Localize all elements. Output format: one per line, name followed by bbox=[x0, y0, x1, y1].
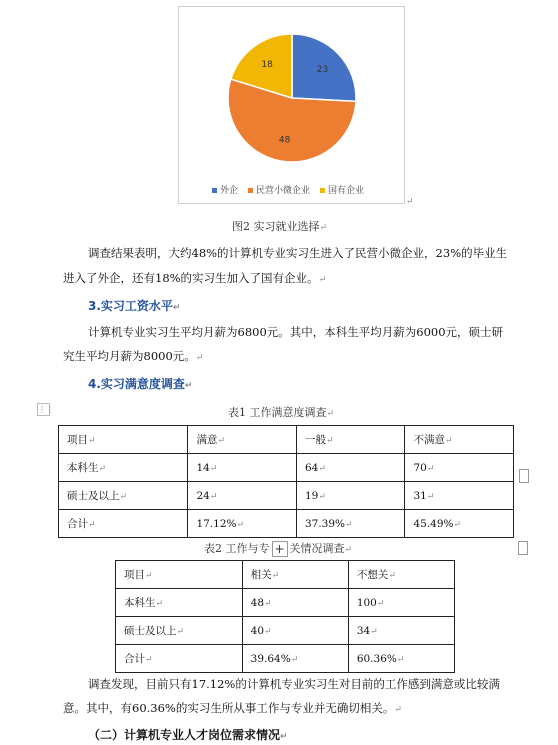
cell-mark: ↵ bbox=[325, 436, 334, 446]
cell-text: 不满意 bbox=[413, 434, 445, 446]
paragraph-mark: ↵ bbox=[406, 197, 414, 207]
figure-caption bbox=[232, 218, 327, 234]
paragraph-mark: ↵ bbox=[344, 545, 353, 555]
pie-chart-frame bbox=[178, 6, 405, 204]
cell-mark: ↵ bbox=[370, 626, 378, 637]
paragraph-mark: ↵ bbox=[280, 732, 288, 742]
table2-caption-left: 表2 工作与专 bbox=[204, 542, 270, 555]
cell-text: 100 bbox=[356, 596, 377, 609]
paragraph-line bbox=[63, 345, 203, 369]
table1-caption bbox=[228, 404, 334, 420]
table-cell[interactable] bbox=[405, 482, 514, 510]
paragraph-mark: ↵ bbox=[318, 275, 327, 285]
cell-mark: ↵ bbox=[318, 463, 326, 474]
table-cell[interactable] bbox=[348, 645, 454, 673]
cell-mark: ↵ bbox=[426, 463, 435, 474]
legend-item bbox=[320, 183, 364, 196]
table-cell[interactable] bbox=[296, 482, 405, 510]
cell-mark: ↵ bbox=[271, 571, 280, 581]
satisfaction-table bbox=[58, 425, 514, 538]
legend-label: 外企 bbox=[220, 186, 239, 196]
cell-mark: ↵ bbox=[264, 598, 272, 609]
cell-mark: ↵ bbox=[444, 436, 453, 446]
table-cell[interactable] bbox=[348, 589, 454, 617]
cell-mark: ↵ bbox=[209, 463, 218, 474]
section-heading bbox=[88, 297, 180, 314]
cell-text: 17.12% bbox=[196, 517, 237, 530]
table-resize-handle[interactable] bbox=[519, 469, 529, 483]
paragraph-text: 意。其中，有60.36%的实习生所从事工作与专业并无确切相关。 bbox=[63, 701, 395, 715]
paragraph-mark: ↵ bbox=[172, 303, 181, 313]
table-cell[interactable] bbox=[405, 454, 514, 482]
cell-mark: ↵ bbox=[209, 491, 218, 502]
paragraph-line bbox=[63, 697, 402, 721]
paragraph-text: 究生平均月薪为8000元。 bbox=[63, 349, 196, 363]
cell-text: 合计 bbox=[67, 518, 88, 530]
cell-text: 合计 bbox=[124, 653, 145, 665]
legend-item bbox=[212, 183, 238, 196]
cell-text: 硕士及以上 bbox=[124, 625, 177, 637]
cell-mark: ↵ bbox=[98, 464, 107, 474]
table-resize-handle[interactable] bbox=[518, 541, 528, 555]
cell-text: 70 bbox=[413, 461, 427, 474]
cell-text: 一般 bbox=[304, 434, 326, 446]
table-row bbox=[116, 617, 455, 645]
legend-item bbox=[248, 183, 310, 196]
cell-text: 31 bbox=[413, 489, 427, 502]
cell-text: 39.64% bbox=[250, 652, 291, 665]
table2-caption-right: 关情况调查 bbox=[289, 542, 345, 555]
table-row bbox=[59, 510, 514, 538]
cell-mark: ↵ bbox=[155, 599, 164, 609]
cell-text: 不想关 bbox=[356, 569, 389, 581]
section-heading bbox=[88, 726, 288, 743]
cell-text: 满意 bbox=[196, 434, 218, 446]
table-cell[interactable] bbox=[242, 617, 348, 645]
cell-mark: ↵ bbox=[145, 571, 153, 581]
pie-data-label-2: 18 bbox=[261, 60, 273, 71]
cell-mark: ↵ bbox=[119, 492, 128, 502]
cell-text: 34 bbox=[356, 624, 371, 637]
table-cell[interactable] bbox=[188, 510, 297, 538]
table2-caption bbox=[204, 540, 352, 557]
cell-text: 48 bbox=[250, 596, 265, 609]
cell-mark: ↵ bbox=[426, 491, 435, 502]
relevance-table bbox=[115, 560, 455, 673]
cell-text: 60.36% bbox=[356, 652, 397, 665]
table-cell[interactable] bbox=[188, 482, 297, 510]
cell-text: 45.49% bbox=[413, 517, 454, 530]
table-header-row bbox=[59, 426, 514, 454]
paragraph-mark: ↵ bbox=[195, 353, 204, 363]
table-row bbox=[59, 482, 514, 510]
table-cell[interactable] bbox=[348, 617, 454, 645]
table-cell[interactable] bbox=[59, 426, 188, 454]
section-heading bbox=[88, 375, 192, 392]
pie-chart bbox=[179, 7, 404, 203]
table-cell[interactable] bbox=[188, 426, 297, 454]
table-cell[interactable] bbox=[188, 454, 297, 482]
cell-mark: ↵ bbox=[176, 627, 185, 637]
cell-mark: ↵ bbox=[318, 491, 326, 502]
pie-data-label-0: 23 bbox=[316, 65, 329, 76]
table-cell[interactable] bbox=[348, 561, 454, 589]
table-cell[interactable] bbox=[116, 561, 243, 589]
table-cell[interactable] bbox=[296, 510, 405, 538]
heading-text: 3.实习工资水平 bbox=[88, 299, 173, 313]
table-cell[interactable] bbox=[296, 454, 405, 482]
table-cell[interactable] bbox=[59, 454, 188, 482]
cell-text: 19 bbox=[304, 489, 319, 502]
cell-text: 24 bbox=[196, 489, 210, 502]
legend-label: 国有企业 bbox=[328, 186, 365, 196]
cell-mark: ↵ bbox=[217, 436, 225, 446]
cell-mark: ↵ bbox=[88, 520, 96, 530]
paragraph-mark: ↵ bbox=[394, 705, 402, 715]
table1-caption-text: 表1 工作满意度调查 bbox=[228, 406, 327, 419]
cell-mark: ↵ bbox=[396, 654, 405, 665]
insert-row-plus-icon[interactable]: + bbox=[272, 541, 288, 557]
cell-text: 硕士及以上 bbox=[67, 490, 120, 502]
cell-mark: ↵ bbox=[376, 598, 385, 609]
cell-mark: ↵ bbox=[236, 519, 245, 530]
cell-text: 37.39% bbox=[304, 517, 345, 530]
legend-swatch bbox=[248, 188, 253, 193]
table-cell[interactable] bbox=[59, 510, 188, 538]
table-cell[interactable] bbox=[405, 510, 514, 538]
table-header-row bbox=[116, 561, 455, 589]
cell-text: 项目 bbox=[67, 434, 88, 446]
cell-mark: ↵ bbox=[345, 519, 353, 530]
table-cell[interactable] bbox=[242, 645, 348, 673]
cell-mark: ↵ bbox=[388, 571, 396, 581]
table-row bbox=[116, 589, 455, 617]
paragraph-line: 调查结果表明，大约48%的计算机专业实习生进入了民营小微企业，23%的毕业生 bbox=[88, 246, 508, 260]
paragraph-line: 计算机专业实习生平均月薪为6800元。其中，本科生平均月薪为6000元，硕士研 bbox=[88, 325, 504, 339]
cell-mark: ↵ bbox=[264, 626, 272, 637]
table-cell[interactable] bbox=[242, 589, 348, 617]
cell-mark: ↵ bbox=[453, 519, 462, 530]
cell-mark: ↵ bbox=[88, 436, 96, 446]
paragraph-text: 进入了外企，还有18%的实习生加入了国有企业。 bbox=[63, 271, 319, 285]
pie-data-label-1: 48 bbox=[278, 135, 291, 146]
paragraph-mark: ↵ bbox=[319, 223, 328, 233]
table-cell[interactable] bbox=[242, 561, 348, 589]
legend-swatch bbox=[212, 188, 217, 193]
table-cell[interactable] bbox=[405, 426, 514, 454]
cell-text: 14 bbox=[196, 461, 210, 474]
figure-caption-text: 图2 实习就业选择 bbox=[232, 220, 320, 233]
table-cell[interactable] bbox=[59, 482, 188, 510]
chart-legend bbox=[212, 183, 364, 196]
cell-text: 64 bbox=[304, 461, 319, 474]
cell-mark: ↵ bbox=[290, 654, 299, 665]
table-row bbox=[59, 454, 514, 482]
table-move-handle[interactable]: ⋮⋮ bbox=[38, 405, 54, 414]
cell-mark: ↵ bbox=[145, 655, 153, 665]
paragraph-mark: ↵ bbox=[326, 409, 335, 419]
paragraph-line: 调查发现，目前只有17.12%的计算机专业实习生对目前的工作感到满意或比较满 bbox=[88, 677, 500, 691]
table-row bbox=[116, 645, 455, 673]
heading-text: （二）计算机专业人才岗位需求情况 bbox=[88, 728, 281, 742]
paragraph-mark: ↵ bbox=[184, 381, 193, 391]
legend-swatch bbox=[320, 188, 325, 193]
table-cell[interactable] bbox=[116, 617, 243, 645]
table-cell[interactable] bbox=[296, 426, 405, 454]
heading-text: 4.实习满意度调查 bbox=[88, 377, 185, 391]
legend-label: 民营小微企业 bbox=[256, 186, 311, 196]
table-cell[interactable] bbox=[116, 645, 243, 673]
paragraph-line bbox=[63, 267, 326, 291]
cell-text: 本科生 bbox=[124, 597, 156, 609]
cell-text: 相关 bbox=[250, 569, 272, 581]
cell-text: 本科生 bbox=[67, 462, 99, 474]
cell-text: 40 bbox=[250, 624, 265, 637]
table-cell[interactable] bbox=[116, 589, 243, 617]
cell-text: 项目 bbox=[124, 569, 145, 581]
